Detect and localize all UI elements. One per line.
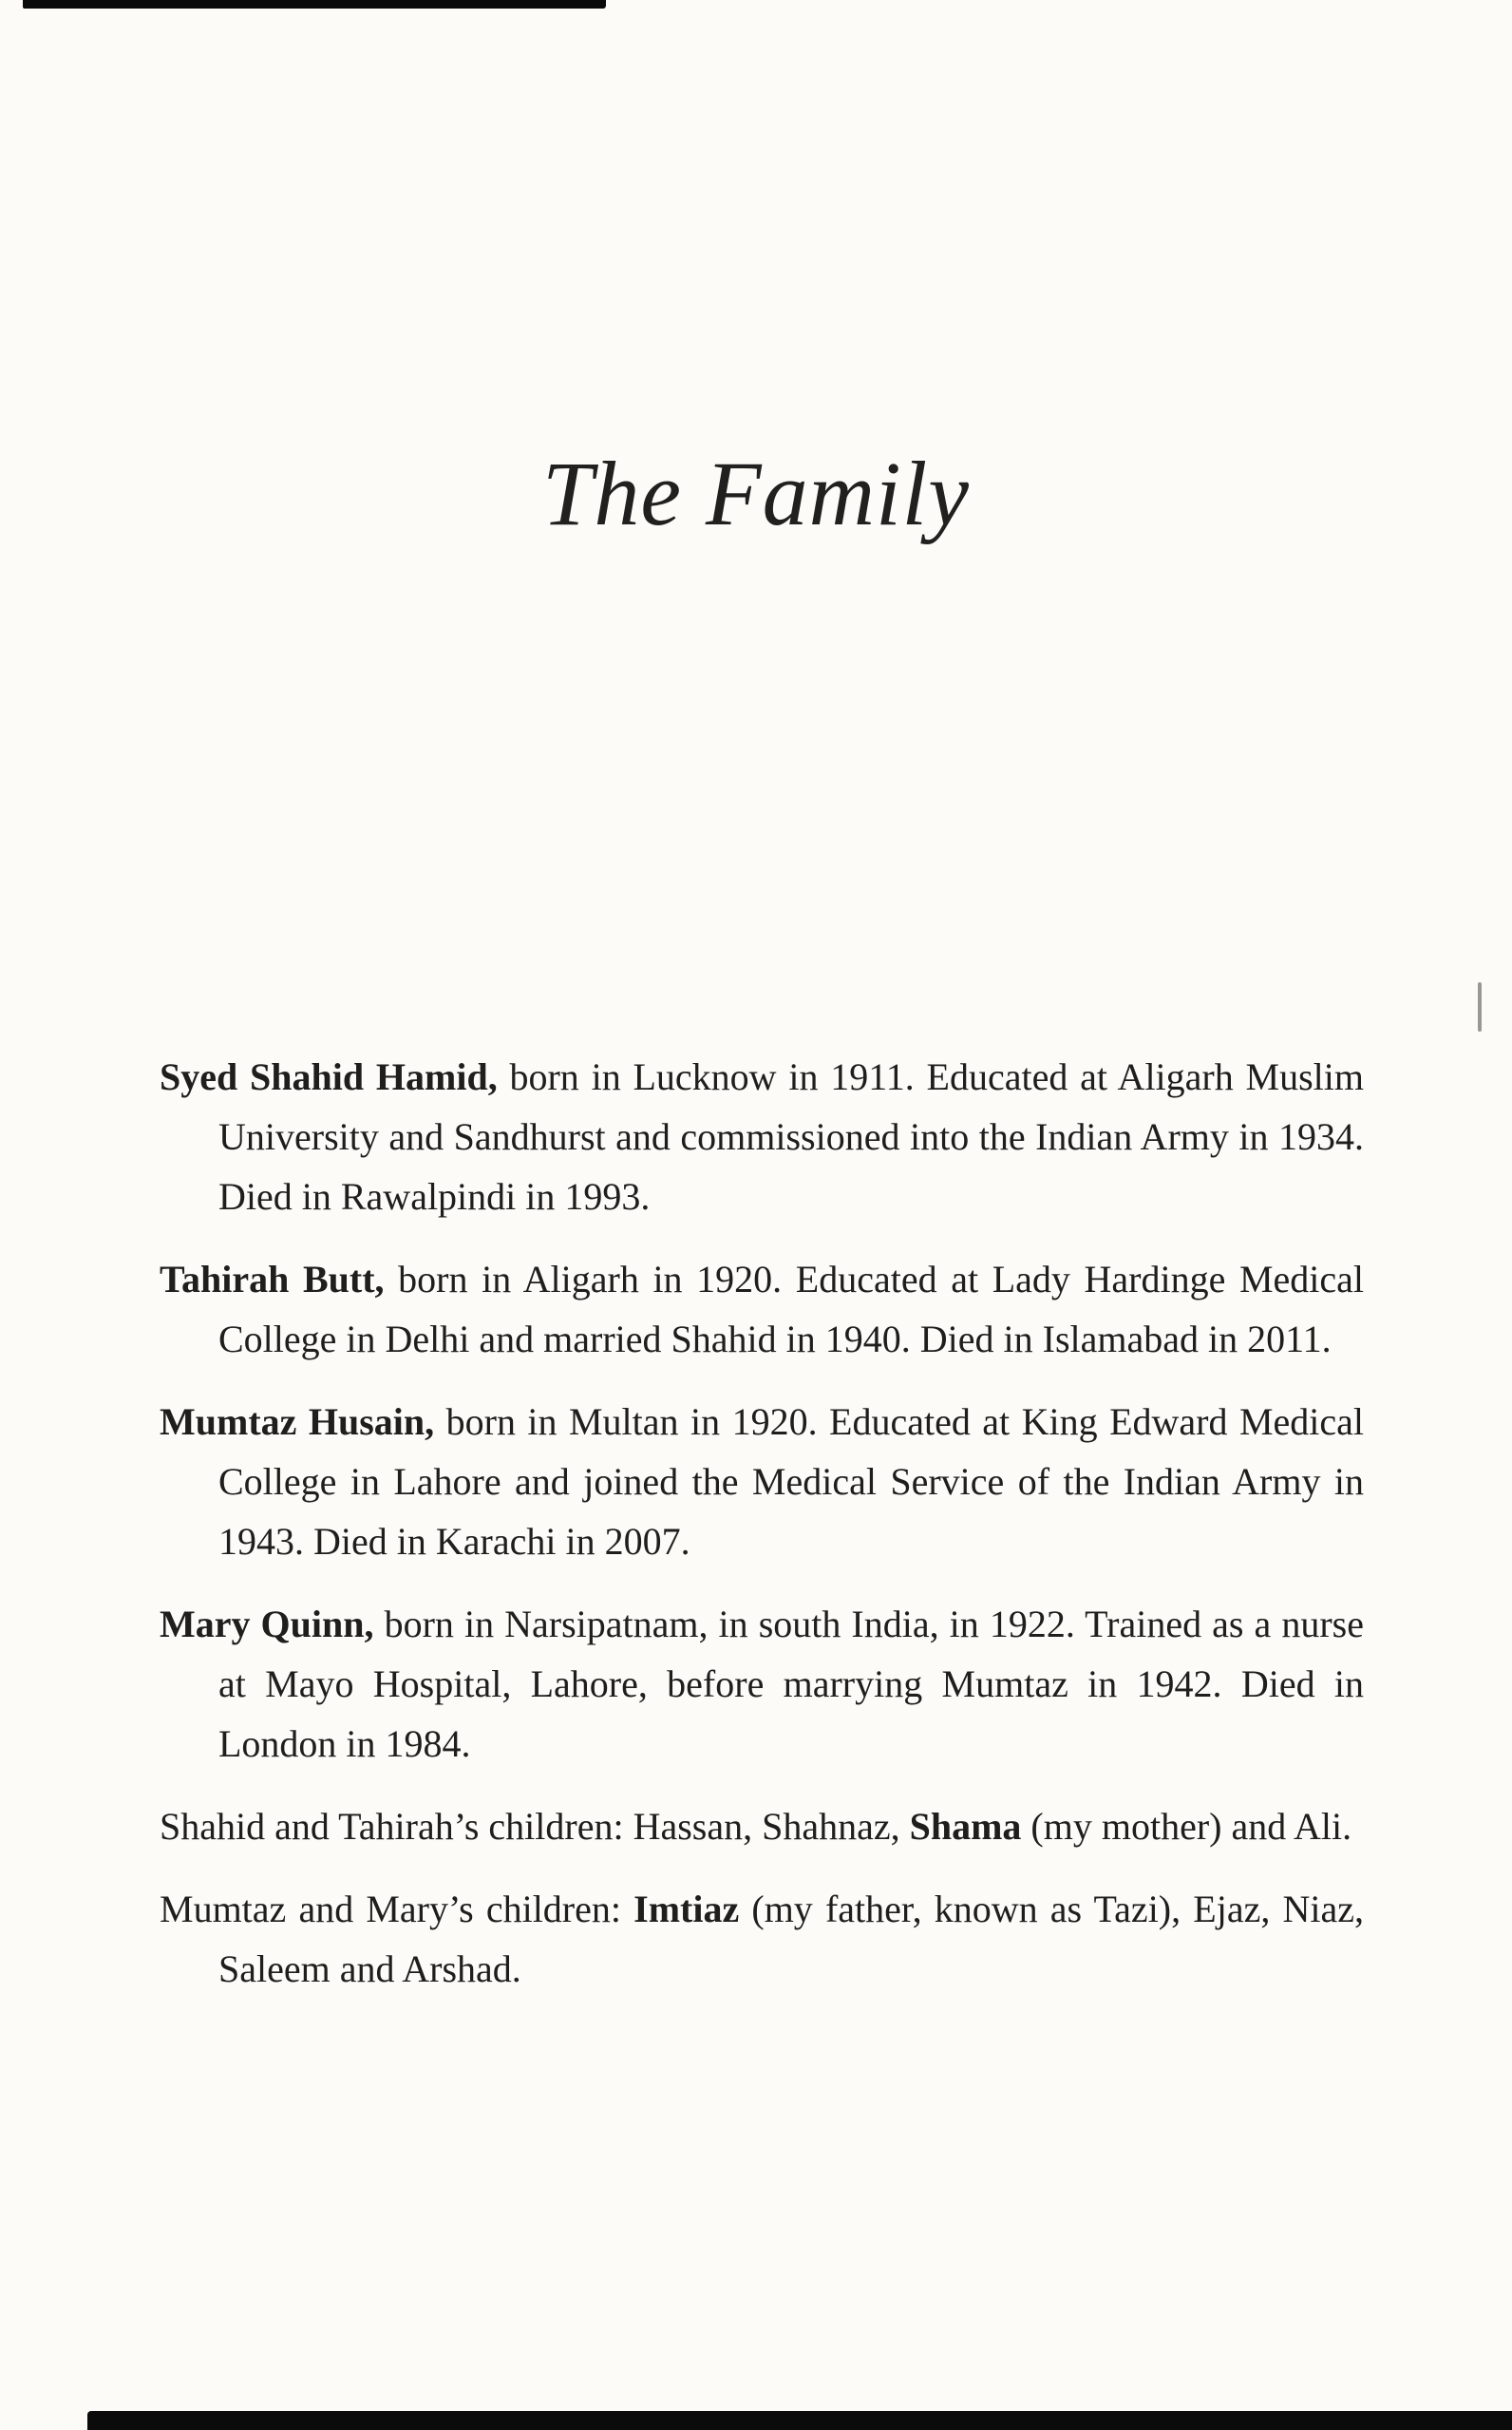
entry-post-text: born in Lucknow in 1911. Educated at Aligarh Muslim University and Sandhurst and commissioned into the Indian Army in 1934. Died in Rawalpindi in 1993. xyxy=(218,1055,1364,1218)
person-name: Shama xyxy=(909,1805,1022,1848)
entry-pre-text: Shahid and Tahirah’s children: Hassan, Shahnaz, xyxy=(160,1805,910,1848)
entry-post-text: born in Narsipatnam, in south India, in 1922. Trained as a nurse at Mayo Hospital, Lahore, before marrying Mumtaz in 1942. Died in London in 1984. xyxy=(218,1603,1364,1765)
person-name: Imtiaz xyxy=(633,1888,740,1930)
family-entry-mary-quinn xyxy=(160,1594,1364,1774)
scan-artifact-right-mark xyxy=(1478,982,1482,1032)
family-list xyxy=(160,1047,1364,1999)
person-name: Mumtaz Husain, xyxy=(160,1400,435,1443)
family-entry-mumtaz-mary-children xyxy=(160,1879,1364,1999)
entry-pre-text: Mumtaz and Mary’s children: xyxy=(160,1888,634,1930)
family-entry-shahid-tahirah-children xyxy=(160,1796,1364,1856)
person-name: Syed Shahid Hamid, xyxy=(160,1055,498,1098)
page-title: The Family xyxy=(542,443,970,545)
family-entry-tahirah-butt xyxy=(160,1249,1364,1369)
family-entry-mumtaz-husain xyxy=(160,1392,1364,1571)
entry-post-text: born in Aligarh in 1920. Educated at Lady Hardinge Medical College in Delhi and married Shahid in 1940. Died in Islamabad in 2011. xyxy=(218,1258,1365,1360)
scan-artifact-bottom-edge xyxy=(87,2411,1512,2430)
family-entry-syed-shahid-hamid xyxy=(160,1047,1364,1226)
person-name: Mary Quinn, xyxy=(160,1603,374,1645)
entry-post-text: born in Multan in 1920. Educated at King Edward Medical College in Lahore and joined the Medical Service of the Indian Army in 1943. Died in Karachi in 2007. xyxy=(218,1400,1365,1563)
entry-post-text: (my father, known as Tazi), Ejaz, Niaz, Saleem and Arshad. xyxy=(218,1888,1364,1990)
scan-artifact-top-edge xyxy=(23,0,606,9)
entry-post-text: (my mother) and Ali. xyxy=(1021,1805,1352,1848)
person-name: Tahirah Butt, xyxy=(160,1258,385,1300)
